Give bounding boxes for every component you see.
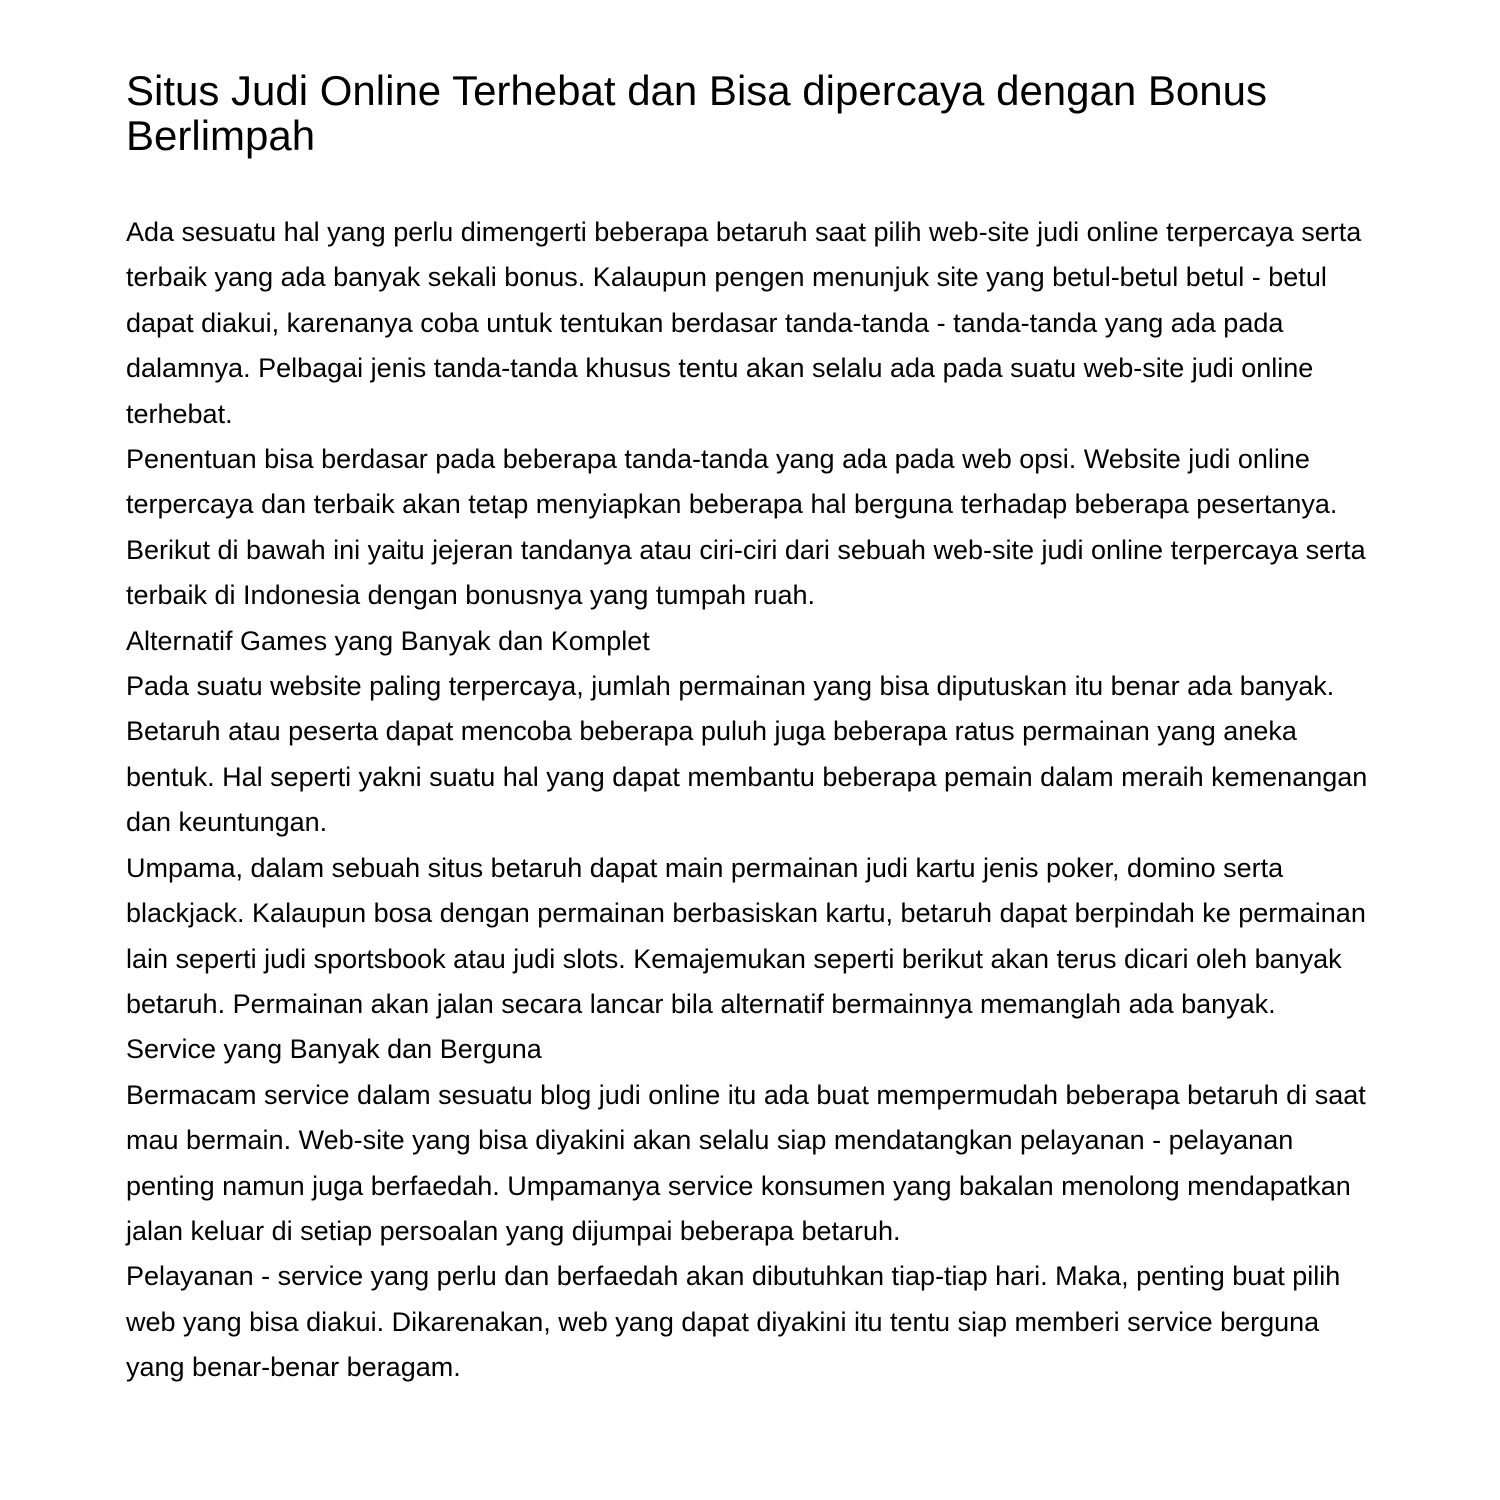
paragraph-service: Bermacam service dalam sesuatu blog judi online itu ada buat mempermudah beberapa betaruh di saat mau bermain. Web-site yang bisa diyakini akan selalu siap mendatangkan pelayanan - pelayanan penting namun juga berfaedah. Umpamanya service konsumen yang bakalan menolong mendapatkan jalan keluar di setiap persoalan yang dijumpai beberapa betaruh. (126, 1079, 1366, 1246)
paragraph-games: Pada suatu website paling terpercaya, jumlah permainan yang bisa diputuskan itu benar ada banyak. Betaruh atau peserta dapat mencoba beberapa puluh juga beberapa ratus permainan yang aneka bentuk. Hal seperti yakni suatu hal yang dapat membantu beberapa pemain dalam meraih kemenangan dan keuntungan. (126, 671, 1368, 838)
paragraph-games-example: Umpama, dalam sebuah situs betaruh dapat main permainan judi kartu jenis poker, domino serta blackjack. Kalaupun bosa dengan permainan berbasiskan kartu, betaruh dapat berpindah ke permainan lain seperti judi sportsbook atau judi slots. Kemajemukan seperti berikut akan terus dicari oleh banyak betaruh. Permainan akan jalan secara lancar bila alternatif bermainnya memanglah ada banyak. (126, 852, 1366, 1019)
paragraph-service-daily: Pelayanan - service yang perlu dan berfaedah akan dibutuhkan tiap-tiap hari. Maka, penting buat pilih web yang bisa diakui. Dikarenakan, web yang dapat diyakini itu tentu siap memberi service berguna yang benar-benar beragam. (126, 1261, 1341, 1383)
section-heading-games: Alternatif Games yang Banyak dan Komplet (126, 625, 650, 656)
document-title: Situs Judi Online Terhebat dan Bisa dipercaya dengan Bonus Berlimpah (126, 67, 1267, 159)
document-page (126, 68, 1376, 1391)
section-heading-service: Service yang Banyak dan Berguna (126, 1034, 542, 1065)
paragraph-selection: Penentuan bisa berdasar pada beberapa tanda-tanda yang ada pada web opsi. Website judi online terpercaya dan terbaik akan tetap menyiapkan beberapa hal berguna terhadap beberapa pesertanya. Berikut di bawah ini yaitu jejeran tandanya atau ciri-ciri dari sebuah web-site judi online terpercaya serta terbaik di Indonesia dengan bonusnya yang tumpah ruah. (126, 444, 1366, 611)
paragraph-intro: Ada sesuatu hal yang perlu dimengerti beberapa betaruh saat pilih web-site judi online terpercaya serta terbaik yang ada banyak sekali bonus. Kalaupun pengen menunjuk site yang betul-betul betul - betul dapat diakui, karenanya coba untuk tentukan berdasar tanda-tanda - tanda-tanda yang ada pada dalamnya. Pelbagai jenis tanda-tanda khusus tentu akan selalu ada pada suatu web-site judi online terhebat. (126, 217, 1362, 429)
